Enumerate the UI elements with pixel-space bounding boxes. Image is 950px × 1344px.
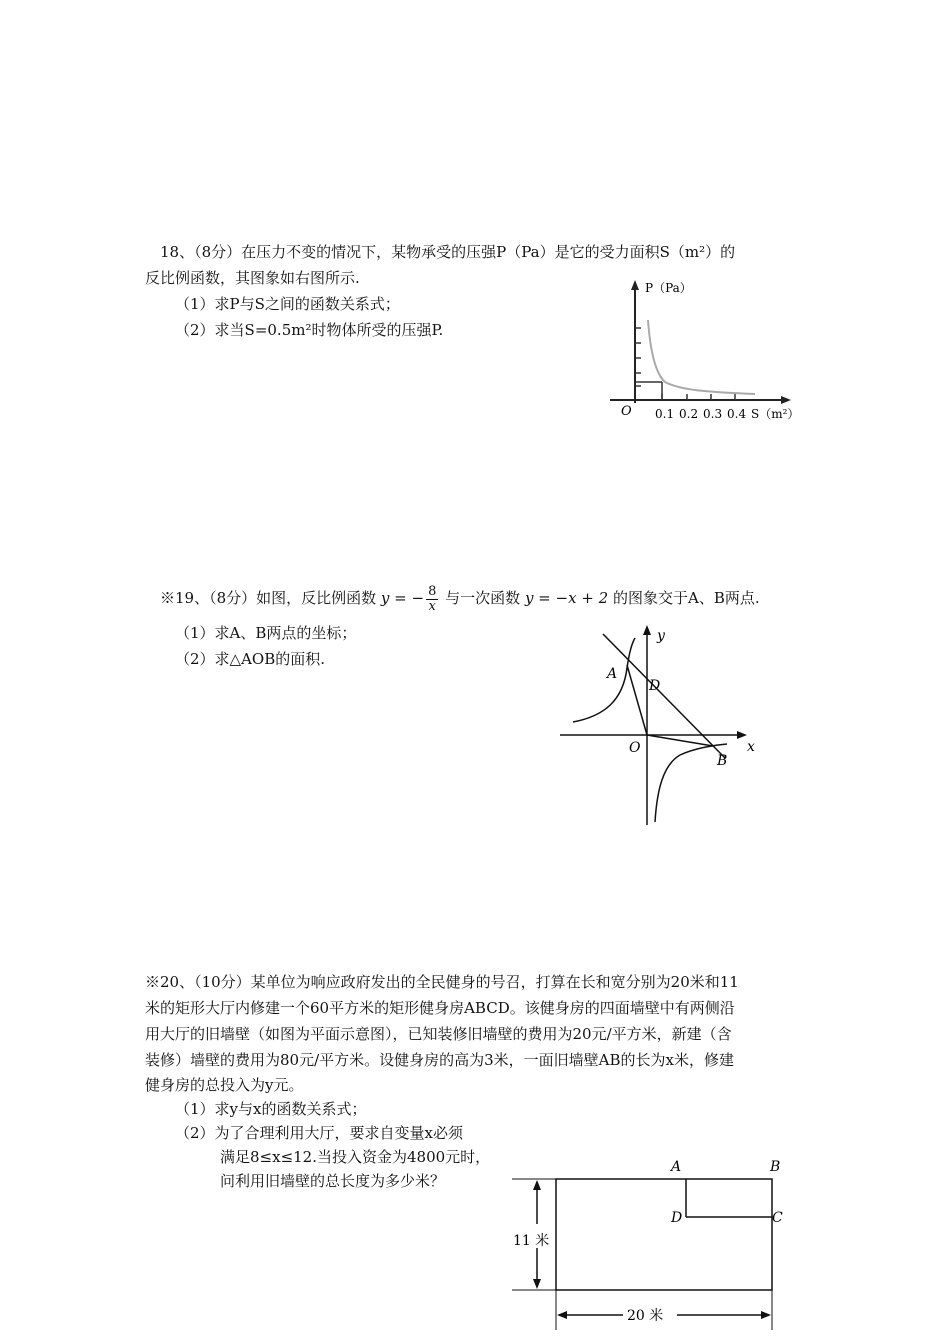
q20-floor-plan: [505, 1152, 795, 1342]
q20-sub-1: （1）求y与x的函数关系式；: [175, 1100, 367, 1118]
q20-label-C: C: [772, 1210, 783, 1226]
q18-y-arrow: [631, 280, 639, 290]
q19-suffix: 的图象交于A、B两点.: [612, 589, 760, 607]
q19-label-y: y: [657, 628, 665, 644]
q19-x-arrow: [737, 731, 747, 739]
q18-tick-1: 0.1: [655, 407, 675, 421]
q20-line-3: 用大厅的旧墙壁（如图为平面示意图），已知装修旧墙壁的费用为20元/平方米，新建（含: [145, 1025, 732, 1043]
q19-label-D: D: [649, 678, 661, 694]
q19-f1-den: x: [428, 598, 436, 614]
q20-height-label: 11 米: [513, 1233, 550, 1249]
q19-f1-left: y = −: [380, 589, 425, 607]
q20-line-1: ※20、（10分）某单位为响应政府发出的全民健身的号召，打算在长和宽分别为20米和11: [145, 973, 739, 991]
q19-line-1: [160, 583, 760, 614]
q18-x-arrow: [781, 396, 791, 404]
q20-label-D: D: [671, 1210, 683, 1226]
q19-prefix: ※19、（8分）如图，反比例函数: [160, 589, 377, 607]
q20-sub-2b: 满足8≤x≤12.当投入资金为4800元时，: [220, 1148, 491, 1166]
q18-tick-4: 0.4: [727, 407, 747, 421]
q18-curve: [648, 320, 755, 394]
q20-sub-2c: 问利用旧墙壁的总长度为多少米？: [220, 1172, 446, 1190]
q18-tick-3: 0.3: [703, 407, 723, 421]
q18-tick-2: 0.2: [679, 407, 699, 421]
q18-pressure-graph: [605, 278, 805, 428]
q19-fraction: [426, 585, 438, 614]
q20-label-A: A: [671, 1159, 682, 1175]
q20-line-4: 装修）墙壁的费用为80元/平方米。设健身房的高为3米，一面旧墙壁AB的长为x米，修建: [145, 1051, 735, 1069]
q19-linear-line: [603, 634, 725, 758]
q20-sub-2a: （2）为了合理利用大厅，要求自变量x必须: [175, 1124, 464, 1142]
q18-sub-1: （1）求P与S之间的函数关系式；: [175, 295, 400, 313]
q19-label-B: B: [717, 753, 728, 769]
q18-sub-2: （2）求当S=0.5m²时物体所受的压强P.: [175, 321, 444, 339]
q19-f2: y = −x + 2: [524, 589, 609, 607]
q19-label-O: O: [629, 740, 641, 756]
q18-y-label: P（Pa）: [645, 281, 692, 295]
q19-f1-num: 8: [428, 583, 437, 599]
q19-sub-1: （1）求A、B两点的坐标；: [175, 624, 357, 642]
q20-width-label: 20 米: [627, 1308, 664, 1324]
q18-line-2: 反比例函数，其图象如右图所示.: [145, 269, 360, 287]
q19-function-graph: [555, 620, 770, 830]
q19-label-x: x: [747, 739, 755, 755]
q19-sub-2: （2）求△AOB的面积.: [175, 650, 326, 668]
q18-x-label: S（m²）: [751, 407, 800, 421]
q19-hyperbola-left: [573, 638, 635, 722]
q20-line-2: 米的矩形大厅内修建一个60平方米的矩形健身房ABCD。该健身房的四面墙壁中有两侧沿: [145, 999, 735, 1017]
q20-hall-rect: [556, 1179, 772, 1290]
q18-origin-label: O: [621, 404, 632, 419]
q19-mid: 与一次函数: [445, 589, 521, 607]
q20-line-5: 健身房的总投入为y元。: [145, 1076, 304, 1094]
q19-y-arrow: [643, 625, 651, 635]
q18-line-1: 18、（8分）在压力不变的情况下，某物承受的压强P（Pa）是它的受力面积S（m²）的: [160, 243, 736, 261]
q20-label-B: B: [770, 1159, 781, 1175]
q19-label-A: A: [607, 666, 618, 682]
